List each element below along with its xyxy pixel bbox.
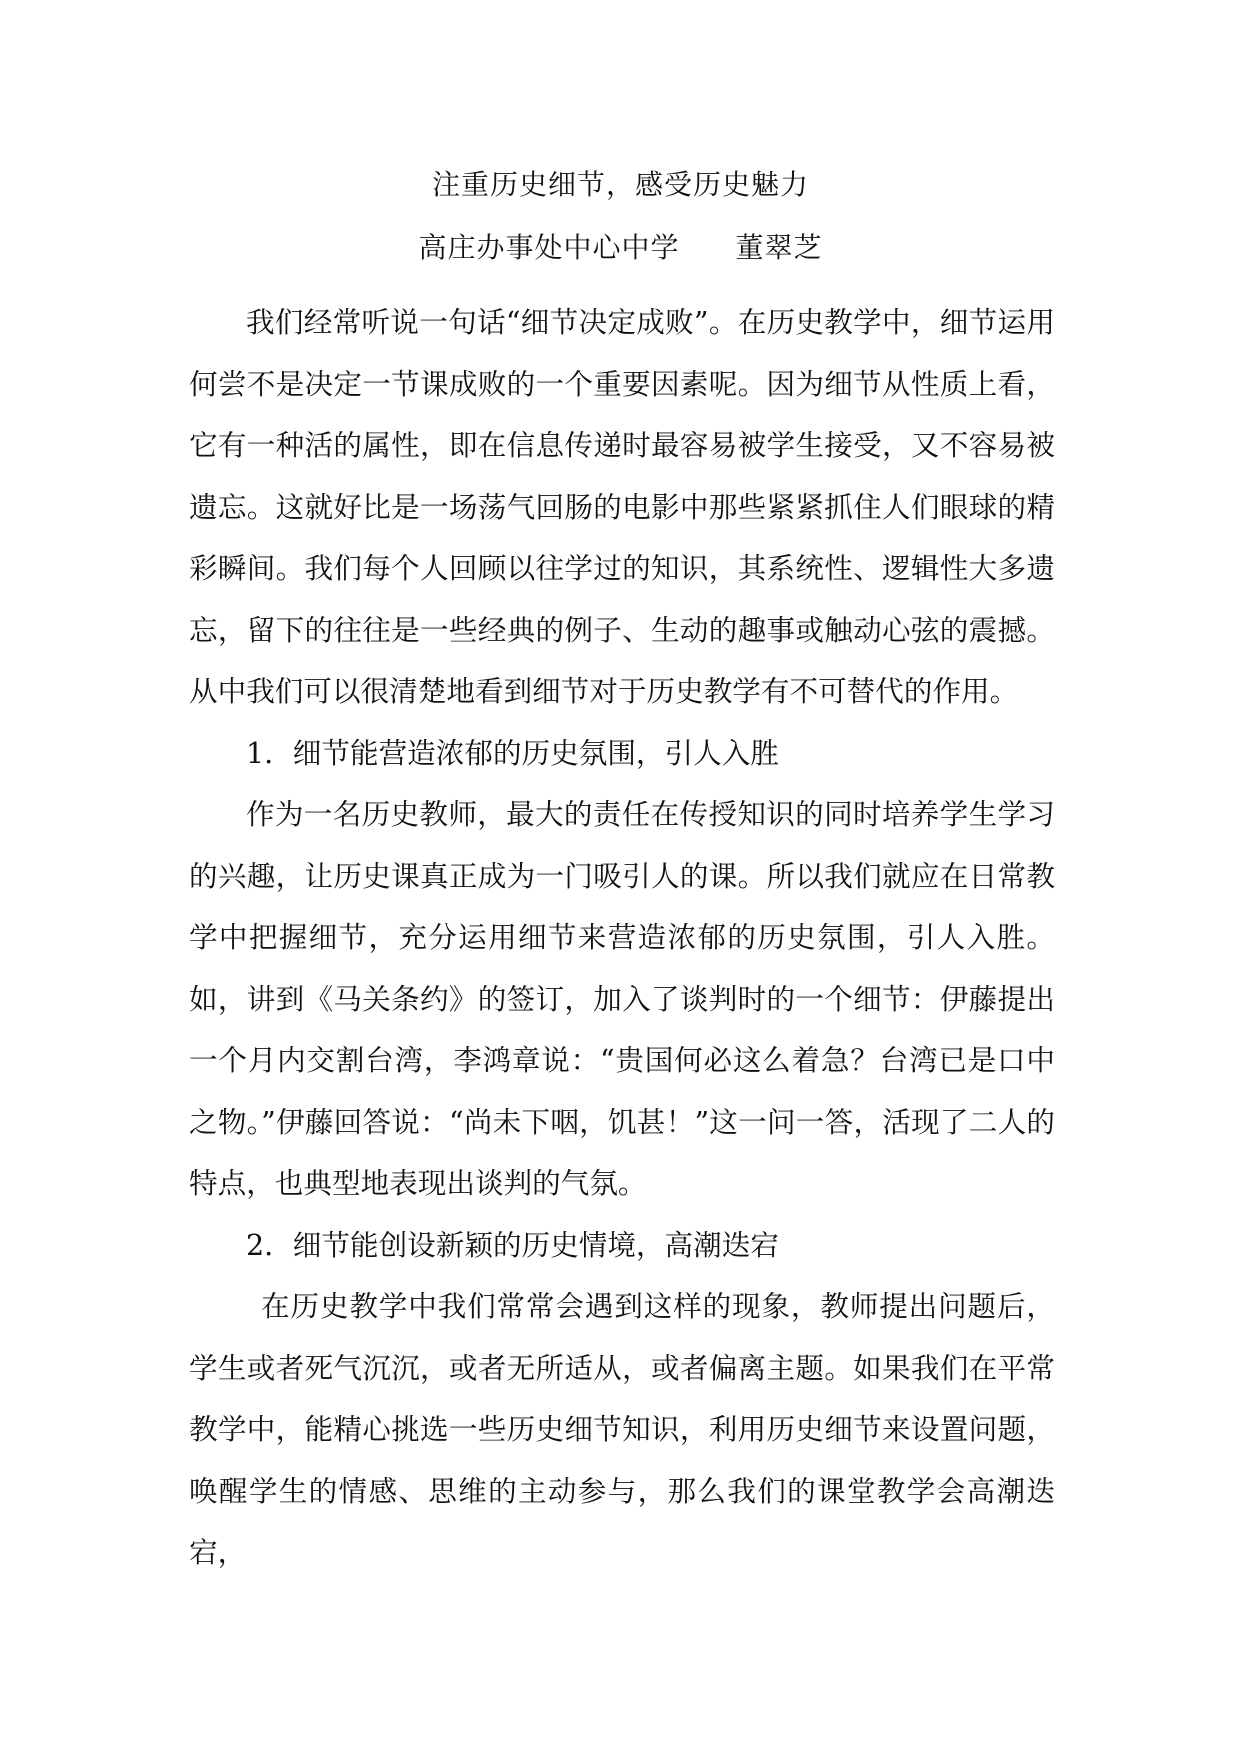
section-heading-1: 1．细节能营造浓郁的历史氛围，引人入胜 [246, 735, 779, 770]
document-body [189, 292, 1055, 1584]
byline [0, 228, 1241, 268]
author-name: 董翠芝 [735, 231, 823, 264]
school-name: 高庄办事处中心中学 [418, 231, 680, 264]
document-title: 注重历史细节，感受历史魅力 [431, 168, 809, 201]
paragraph-intro: 我们经常听说一句话“细节决定成败”。在历史教学中，细节运用何尝不是决定一节课成败的一个重要因素呢。因为细节从性质上看，它有一种活的属性，即在信息传递时最容易被学生接受，又不容易被遗忘。这就好比是一场荡气回肠的电影中那些紧紧抓住人们眼球的精彩瞬间。我们每个人回顾以往学过的知识，其系统性、逻辑性大多遗忘，留下的往往是一些经典的例子、生动的趣事或触动心弦的震撼。从中我们可以很清楚地看到细节对于历史教学有不可替代的作用。 [189, 305, 1055, 708]
paragraph-section-2: 在历史教学中我们常常会遇到这样的现象，教师提出问题后，学生或者死气沉沉，或者无所适从，或者偏离主题。如果我们在平常教学中，能精心挑选一些历史细节知识，利用历史细节来设置问题，唤醒学生的情感、思维的主动参与，那么我们的课堂教学会高潮迭宕， [189, 1289, 1055, 1569]
section-heading-2: 2．细节能创设新颖的历史情境，高潮迭宕 [246, 1227, 779, 1262]
paragraph-section-1: 作为一名历史教师，最大的责任在传授知识的同时培养学生学习的兴趣，让历史课真正成为一门吸引人的课。所以我们就应在日常教学中把握细节，充分运用细节来营造浓郁的历史氛围，引人入胜。如，讲到《马关条约》的签订，加入了谈判时的一个细节：伊藤提出一个月内交割台湾，李鸿章说：“贵国何必这么着急？台湾已是口中之物。”伊藤回答说：“尚未下咽，饥甚！”这一问一答，活现了二人的特点，也典型地表现出谈判的气氛。 [189, 797, 1055, 1200]
